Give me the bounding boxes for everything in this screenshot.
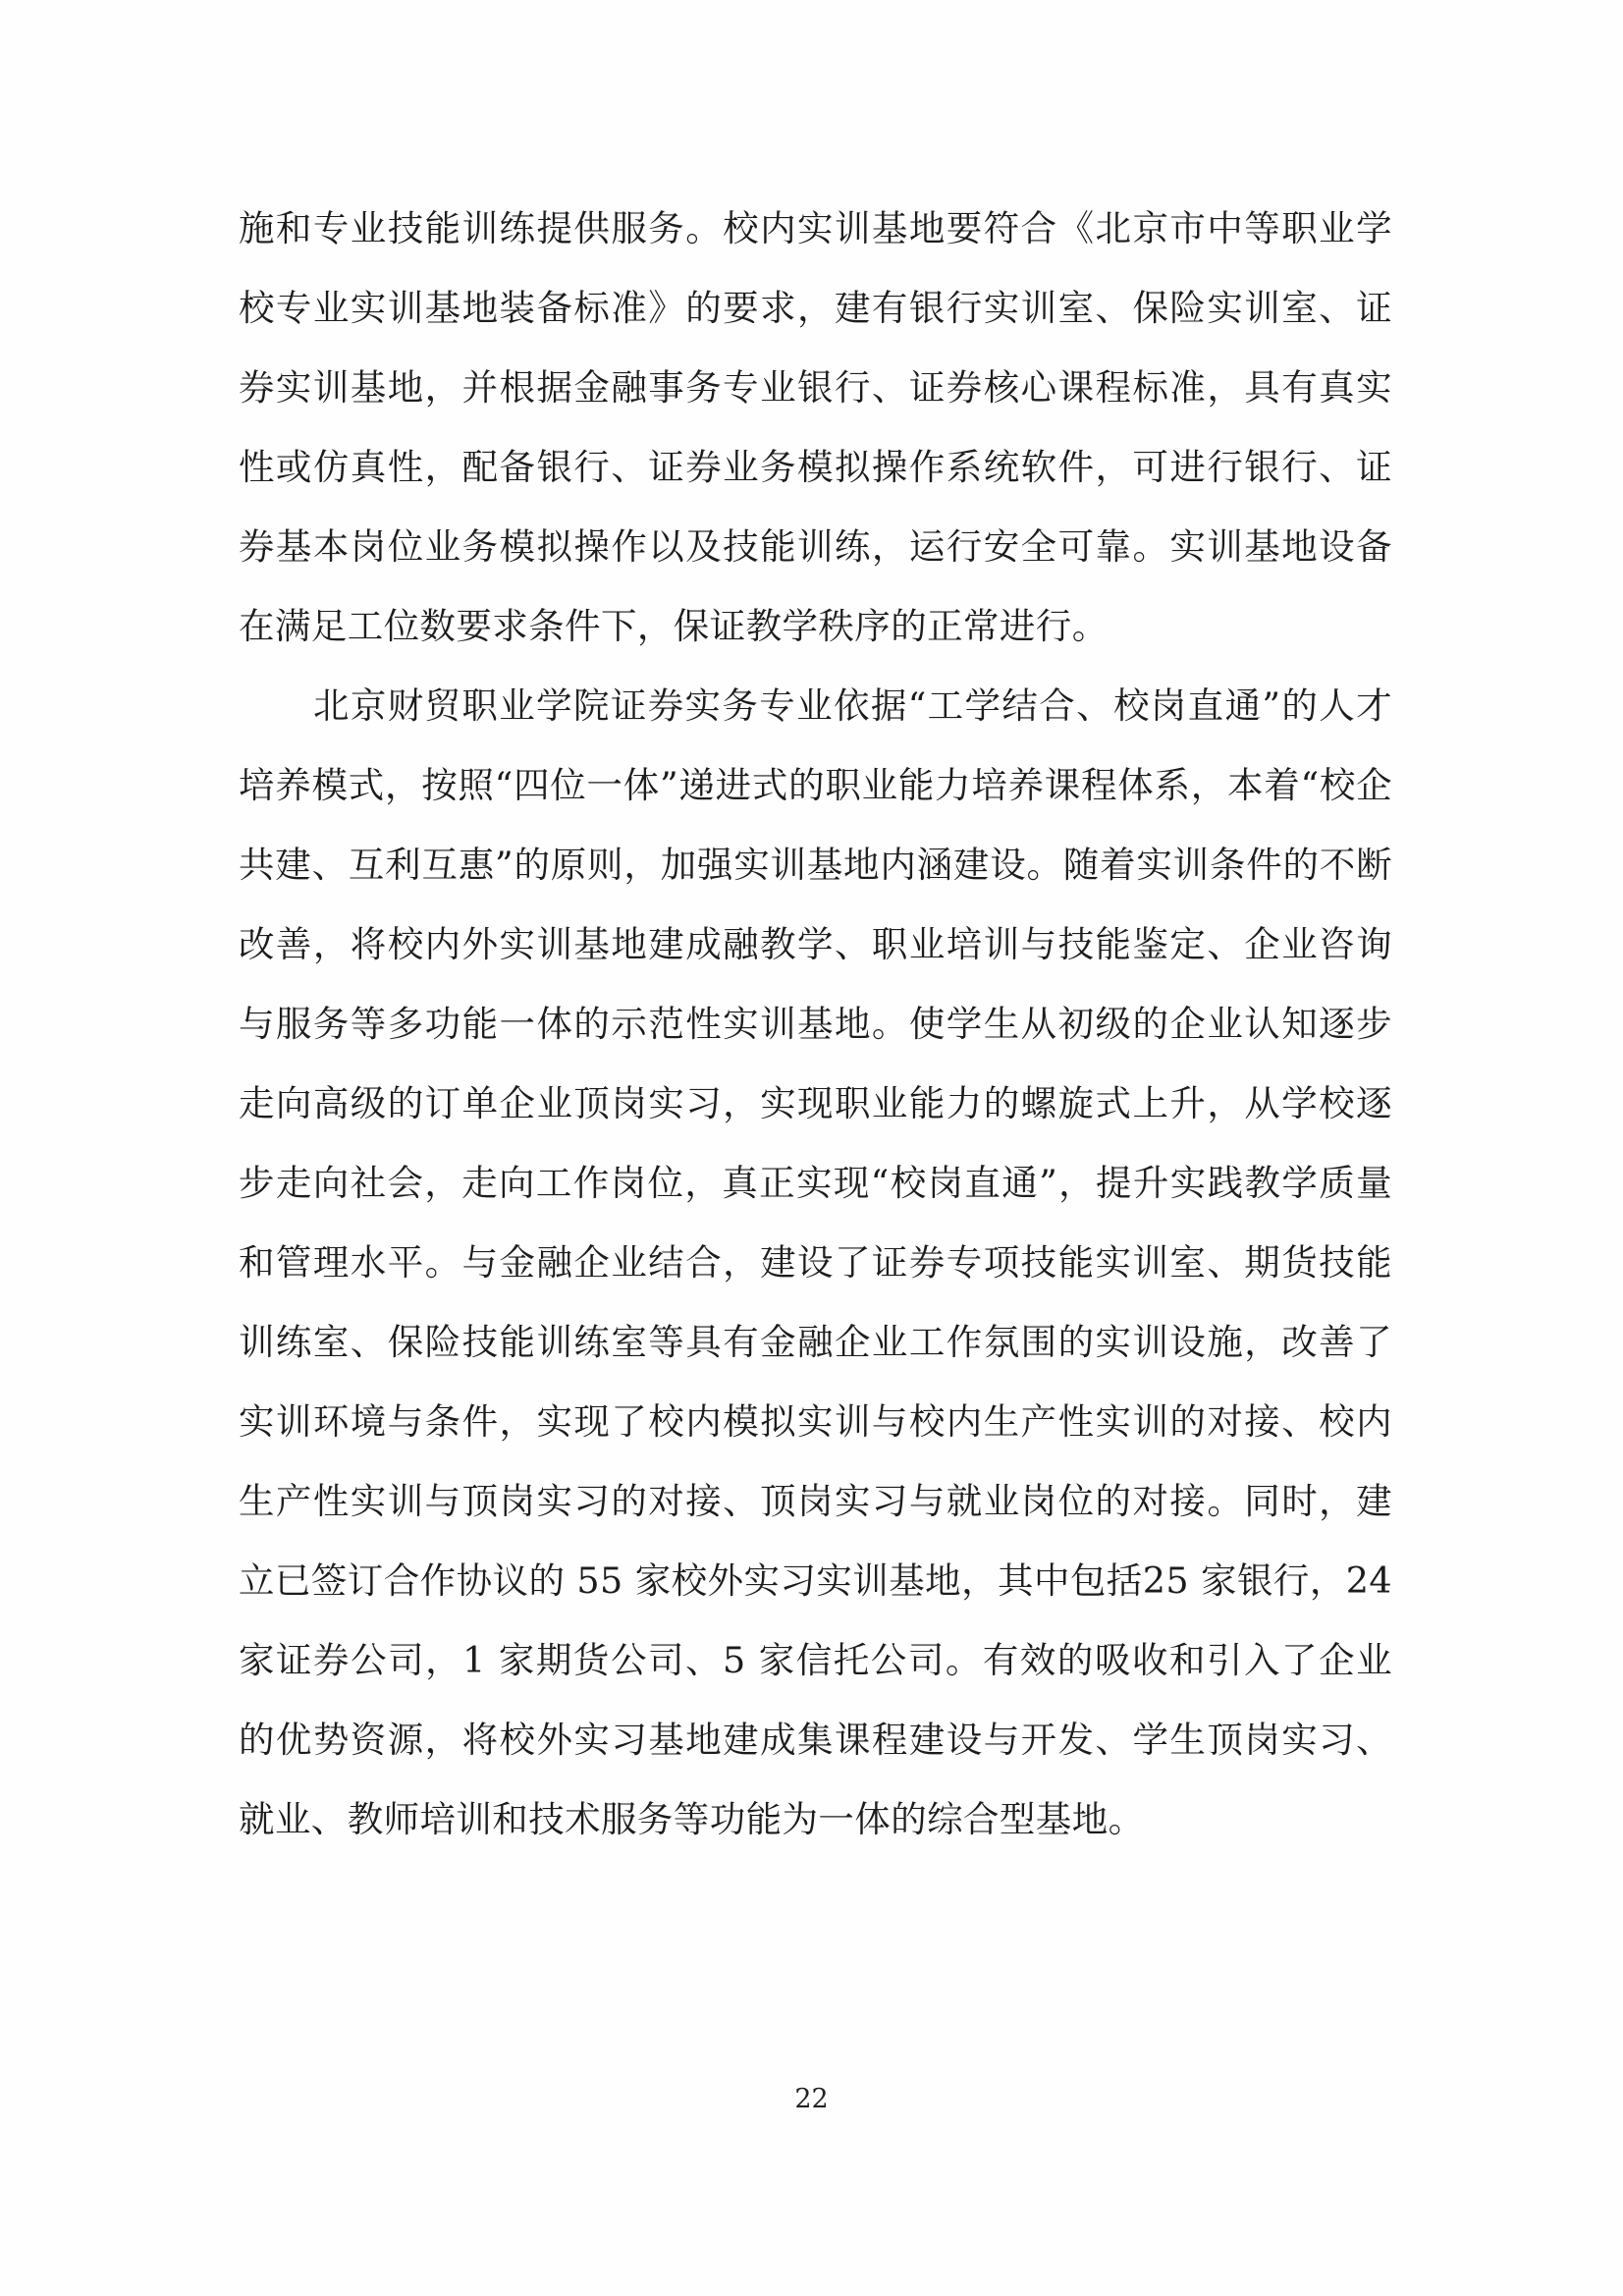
page-number: 22 xyxy=(794,2084,829,2114)
paragraph-2: 北京财贸职业学院证券实务专业依据“工学结合、校岗直通”的人才培养模式，按照“四位一体”递进式的职业能力培养课程体系，本着“校企共建、互利互惠”的原则，加强实训基地内涵建设。随着实训条件的不断改善，将校内外实训基地建成融教学、职业培训与技能鉴定、企业咨询与服务等多功能一体的示范性实训基地。使学生从初级的企业认知逐步走向高级的订单企业顶岗实习，实现职业能力的螺旋式上升，从学校逐步走向社会，走向工作岗位，真正实现“校岗直通”，提升实践教学质量和管理水平。与金融企业结合，建设了证券专项技能实训室、期货技能训练室、保险技能训练室等具有金融企业工作氛围的实训设施，改善了实训环境与条件，实现了校内模拟实训与校内生产性实训的对接、校内生产性实训与顶岗实习的对接、顶岗实习与就业岗位的对接。同时，建立已签订合作协议的 55 家校外实习实训基地，其中包括25 家银行，24 家证券公司，1 家期货公司、5 家信托公司。有效的吸收和引入了企业的优势资源，将校外实习基地建成集课程建设与开发、学生顶岗实习、就业、教师培训和技术服务等功能为一体的综合型基地。 xyxy=(239,684,1392,1840)
page-body xyxy=(239,189,1392,1859)
paragraph-1: 施和专业技能训练提供服务。校内实训基地要符合《北京市中等职业学校专业实训基地装备标准》的要求，建有银行实训室、保险实训室、证券实训基地，并根据金融事务专业银行、证券核心课程标准，具有真实性或仿真性，配备银行、证券业务模拟操作系统软件，可进行银行、证券基本岗位业务模拟操作以及技能训练，运行安全可靠。实训基地设备在满足工位数要求条件下，保证教学秩序的正常进行。 xyxy=(239,207,1392,647)
